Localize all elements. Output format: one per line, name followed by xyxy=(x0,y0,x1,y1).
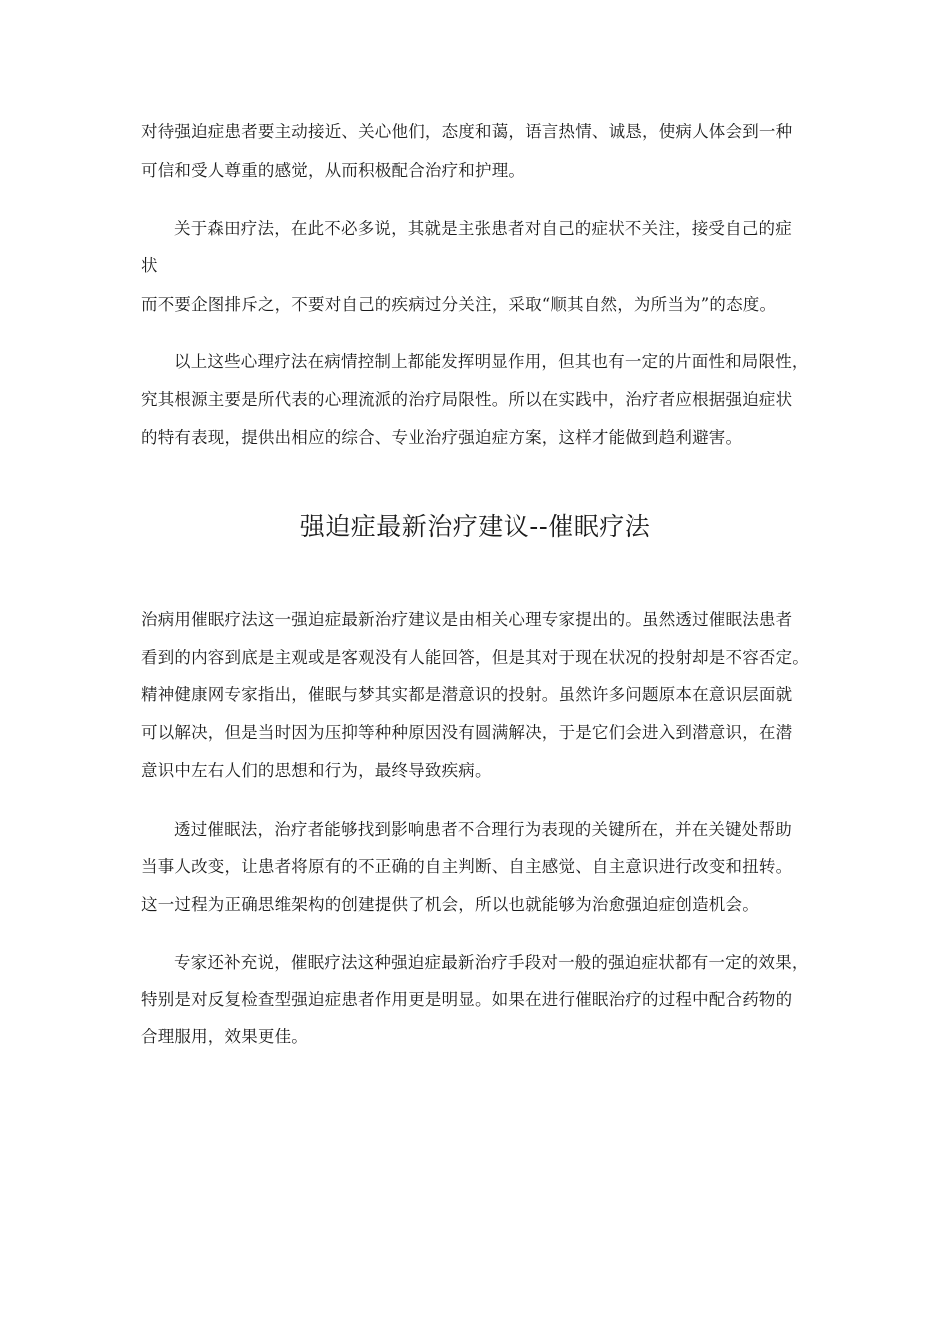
paragraph-line: 合理服用，效果更佳。 xyxy=(141,1027,308,1046)
paragraph-line: 而不要企图排斥之，不要对自己的疾病过分关注，采取“顺其自然，为所当为”的态度。 xyxy=(141,295,777,314)
paragraph-line: 特别是对反复检查型强迫症患者作用更是明显。如果在进行催眠治疗的过程中配合药物的 xyxy=(141,990,793,1009)
paragraph-line: 专家还补充说，催眠疗法这种强迫症最新治疗手段对一般的强迫症状都有一定的效果， xyxy=(174,953,809,972)
paragraph-line: 这一过程为正确思维架构的创建提供了机会，所以也就能够为治愈强迫症创造机会。 xyxy=(141,895,759,914)
paragraph-line: 可信和受人尊重的感觉，从而积极配合治疗和护理。 xyxy=(141,161,526,180)
paragraph-line: 看到的内容到底是主观或是客观没有人能回答，但是其对于现在状况的投射却是不容否定。 xyxy=(141,648,809,667)
paragraph-line: 的特有表现，提供出相应的综合、专业治疗强迫症方案，这样才能做到趋利避害。 xyxy=(141,428,743,447)
paragraph-line: 当事人改变，让患者将原有的不正确的自主判断、自主感觉、自主意识进行改变和扭转。 xyxy=(141,857,793,876)
paragraph-line: 究其根源主要是所代表的心理流派的治疗局限性。所以在实践中，治疗者应根据强迫症状 xyxy=(141,390,793,409)
paragraph-line: 治病用催眠疗法这一强迫症最新治疗建议是由相关心理专家提出的。虽然透过催眠法患者 xyxy=(141,610,793,629)
paragraph-line: 精神健康网专家指出，催眠与梦其实都是潜意识的投射。虽然许多问题原本在意识层面就 xyxy=(141,685,793,704)
paragraph-line: 可以解决，但是当时因为压抑等种种原因没有圆满解决，于是它们会进入到潜意识，在潜 xyxy=(141,723,793,742)
paragraph-line: 透过催眠法，治疗者能够找到影响患者不合理行为表现的关键所在，并在关键处帮助 xyxy=(174,820,792,839)
section-heading: 强迫症最新治疗建议--催眠疗法 xyxy=(299,512,651,541)
paragraph-line: 以上这些心理疗法在病情控制上都能发挥明显作用，但其也有一定的片面性和局限性， xyxy=(174,352,809,371)
paragraph-line: 对待强迫症患者要主动接近、关心他们，态度和蔼，语言热情、诚恳，使病人体会到一种 xyxy=(141,122,793,141)
paragraph-line: 关于森田疗法，在此不必多说，其就是主张患者对自己的症状不关注，接受自己的症 xyxy=(174,219,792,238)
paragraph-line: 状 xyxy=(141,256,158,275)
paragraph-line: 意识中左右人们的思想和行为，最终导致疾病。 xyxy=(141,761,492,780)
